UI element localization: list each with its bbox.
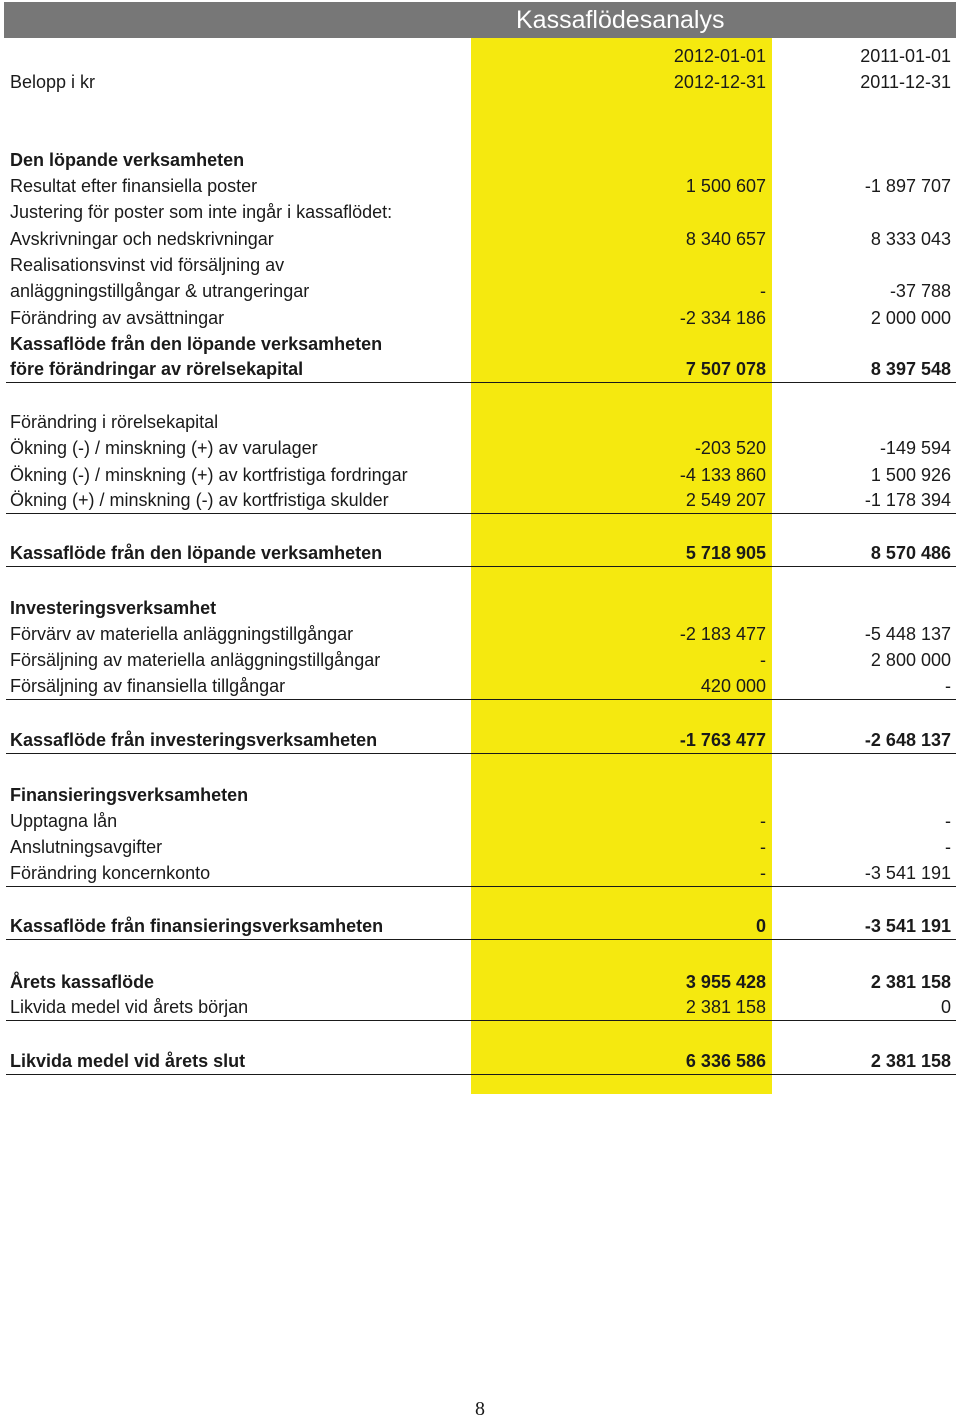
table-row: Anslutningsavgifter - - <box>10 837 951 857</box>
title-bar <box>4 2 956 38</box>
period-start-row <box>0 44 960 70</box>
table-row: Kassaflöde från den löpande verksamheten <box>10 334 383 354</box>
subtotal-row: Kassaflöde från den löpande verksamheten 5 718 905 8 570 486 <box>0 541 960 567</box>
section-heading-investing: Investeringsverksamhet <box>10 598 217 618</box>
amount-unit-label: Belopp i kr <box>10 72 96 92</box>
table-row: Förvärv av materiella anläggningstillgångar -2 183 477 -5 448 137 <box>10 624 951 644</box>
table-row: Försäljning av finansiella tillgångar 420 000 - <box>0 674 960 700</box>
table-row: Likvida medel vid årets början 2 381 158 0 <box>0 995 960 1021</box>
col1-period-start: 2012-01-01 <box>673 46 766 66</box>
col2-period-start: 2011-01-01 <box>860 46 951 66</box>
subtotal-row: Kassaflöde från investeringsverksamheten -1 763 477 -2 648 137 <box>0 728 960 754</box>
table-row: Avskrivningar och nedskrivningar 8 340 657 8 333 043 <box>10 229 951 249</box>
table-row: Ökning (-) / minskning (+) av kortfristiga fordringar -4 133 860 1 500 926 <box>10 465 951 485</box>
table-row: Årets kassaflöde 3 955 428 2 381 158 <box>10 972 951 992</box>
total-row: Likvida medel vid årets slut 6 336 586 2 381 158 <box>0 1049 960 1075</box>
table-row: Ökning (-) / minskning (+) av varulager -203 520 -149 594 <box>10 438 951 458</box>
table-row: Försäljning av materiella anläggningstillgångar - 2 800 000 <box>10 650 951 670</box>
subtotal-row: före förändringar av rörelsekapital 7 507 078 8 397 548 <box>0 357 960 383</box>
table-row: Realisationsvinst vid försäljning av <box>10 255 285 275</box>
table-row: Förändring koncernkonto - -3 541 191 <box>0 861 960 887</box>
col1-period-end: 2012-12-31 <box>673 72 766 92</box>
table-row: Justering för poster som inte ingår i kassaflödet: <box>10 202 393 222</box>
col2-period-end: 2011-12-31 <box>860 72 951 92</box>
subtotal-row: Kassaflöde från finansieringsverksamheten 0 -3 541 191 <box>0 914 960 940</box>
period-end-row <box>0 70 960 96</box>
table-row: Förändring av avsättningar -2 334 186 2 000 000 <box>10 308 951 328</box>
table-row: anläggningstillgångar & utrangeringar - -37 788 <box>10 281 951 301</box>
section-heading-working-capital: Förändring i rörelsekapital <box>10 412 219 432</box>
section-heading-operating: Den löpande verksamheten <box>10 150 245 170</box>
table-row: Upptagna lån - - <box>10 811 951 831</box>
page-title: Kassaflödesanalys <box>516 6 725 34</box>
table-row: Ökning (+) / minskning (-) av kortfristiga skulder 2 549 207 -1 178 394 <box>0 488 960 514</box>
table-row: Resultat efter finansiella poster 1 500 607 -1 897 707 <box>10 176 951 196</box>
page-number: 8 <box>475 1398 485 1420</box>
section-heading-financing: Finansieringsverksamheten <box>10 785 249 805</box>
